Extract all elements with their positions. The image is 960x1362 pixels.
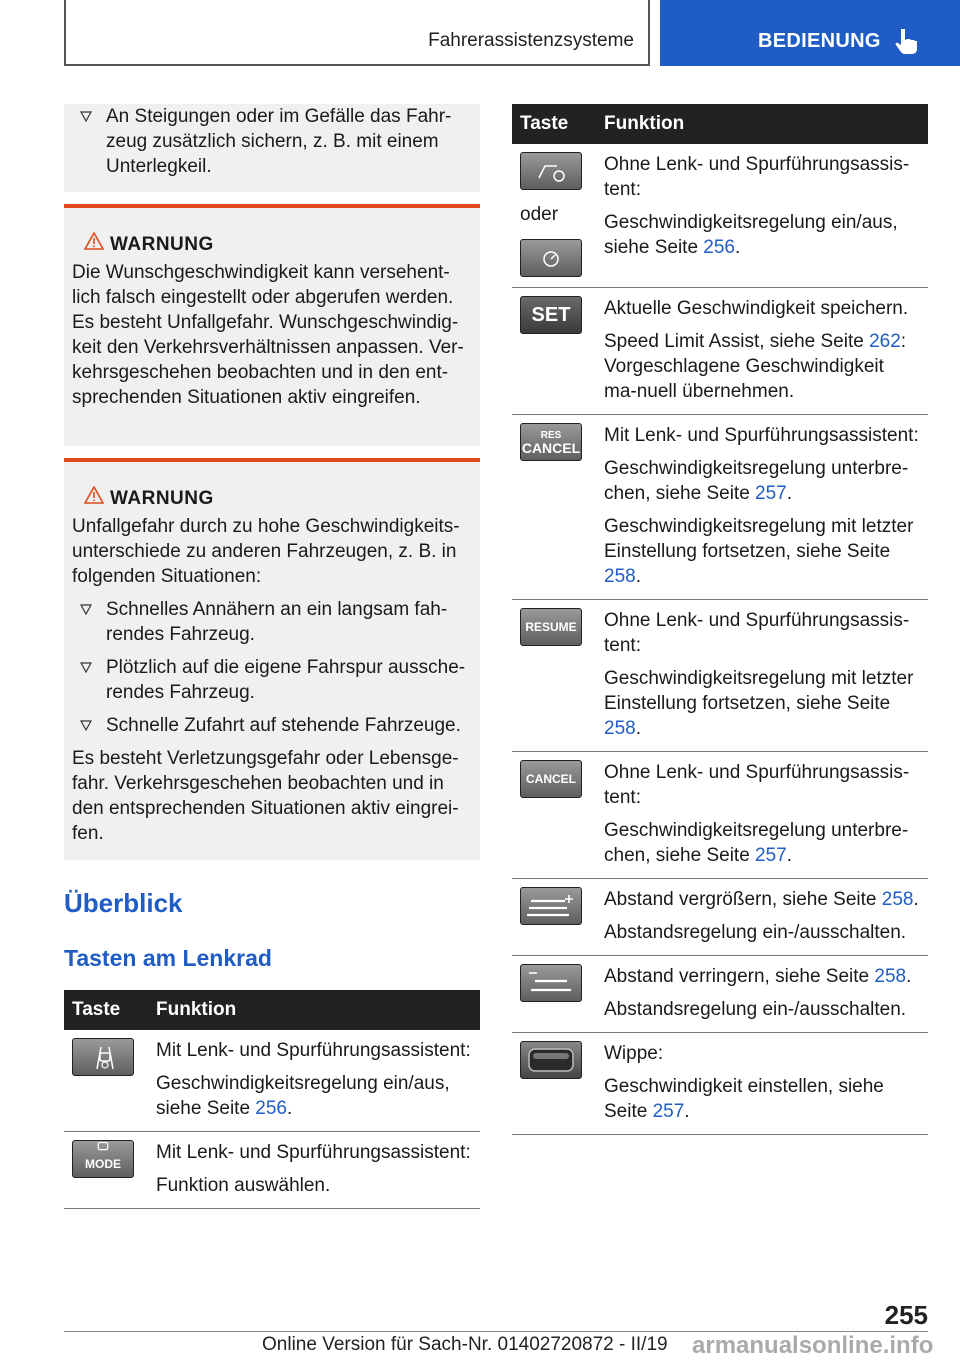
page-link[interactable]: 257: [652, 1101, 685, 1122]
function-text: [604, 210, 920, 260]
hand-pointer-icon: [892, 26, 922, 56]
section-heading: Überblick: [64, 888, 183, 918]
function-text-end: .: [735, 237, 741, 258]
chapter-label: BEDIENUNG: [758, 30, 881, 52]
column-header-function: Funktion: [596, 104, 928, 144]
table-row: [512, 1033, 928, 1135]
function-text-part: Geschwindigkeitsregelung mit letzter Einstellung fortsetzen, siehe Seite: [604, 668, 914, 714]
function-text-end: .: [287, 1098, 293, 1119]
steering-buttons-table-continued: [512, 104, 928, 1135]
warning-title: WARNUNG: [110, 234, 214, 255]
function-text-end: .: [684, 1101, 690, 1122]
function-text-part: Geschwindigkeitsregelung mit letzter Einstellung fortsetzen, siehe Seite: [604, 516, 914, 562]
warning-box-1: [64, 204, 480, 446]
mode-button-icon: [72, 1140, 134, 1178]
column-header-function: Funktion: [148, 990, 480, 1030]
resume-button-icon: RESUME: [520, 608, 582, 646]
function-text: Wippe:: [604, 1043, 664, 1064]
function-text: [604, 818, 920, 868]
function-text-part: Geschwindigkeitsregelung unterbre-chen, siehe Seite: [604, 458, 909, 504]
bullet-triangle-icon: [80, 111, 92, 122]
res-label: RES: [540, 430, 562, 441]
page-link[interactable]: 256: [703, 237, 735, 258]
bullet-text: An Steigungen oder im Gefälle das Fahr-zeug zusätzlich sichern, z. B. mit einem Unterlegkeil.: [106, 106, 452, 177]
page-link[interactable]: 257: [755, 845, 787, 866]
securing-hint-box: [64, 104, 480, 192]
page-number: 255: [884, 1300, 928, 1330]
function-text-end: .: [913, 889, 919, 910]
rocker-switch-icon: [520, 1041, 582, 1079]
bullet-triangle-icon: [80, 604, 92, 615]
bullet-text: Plötzlich auf die eigene Fahrspur ausschе-rendes Fahrzeug.: [106, 657, 466, 703]
function-text-end: .: [786, 845, 793, 866]
table-row: [512, 879, 928, 956]
function-text-end: .: [635, 718, 641, 739]
table-row: [512, 752, 928, 879]
column-header-key: Taste: [512, 104, 596, 144]
header-section-box: [64, 0, 650, 66]
function-text: [156, 1071, 472, 1121]
function-text: Abstandsregelung ein-/ausschalten.: [604, 922, 907, 943]
bullet-text: Schnelle Zufahrt auf stehende Fahrzeuge.: [106, 715, 461, 736]
section-title: Fahrerassistenzsysteme: [428, 30, 634, 51]
left-column: [64, 104, 480, 1209]
list-item: [72, 655, 472, 705]
warning-header: [72, 484, 472, 514]
cancel-label: CANCEL: [521, 440, 581, 456]
function-text: Mit Lenk- und Spurführungsassistent:: [156, 1040, 471, 1061]
mode-button-label: MODE: [85, 1157, 121, 1171]
function-text: Abstandsregelung ein-/ausschalten.: [604, 999, 907, 1020]
or-label: oder: [520, 204, 559, 225]
function-text: Ohne Lenk- und Spurführungsassis-tent:: [604, 154, 910, 200]
set-button-icon: SET: [520, 296, 582, 334]
warning-text: Die Wunschgeschwindigkeit kann versehent-lich falsch eingestellt oder abgerufen werden. Es besteht Unfallgefahr. Wunschgeschwindig-keit den Verkehrsverhältnissen anpassen. Ver-kehrsgeschehen beobachten und in den ent-sprechenden Situationen aktiv eingreifen.: [72, 262, 464, 408]
cancel-button-icon: CANCEL: [520, 760, 582, 798]
page-link[interactable]: 258: [881, 889, 914, 910]
warning-title: WARNUNG: [110, 488, 214, 509]
cruise-control-alt-button-icon: [520, 239, 582, 277]
page-link[interactable]: 262: [869, 331, 901, 352]
function-text-end: .: [906, 966, 912, 987]
function-text: Ohne Lenk- und Spurführungsassis-tent:: [604, 610, 910, 656]
function-text: [604, 887, 920, 912]
function-text: [604, 514, 920, 589]
function-text-end: .: [635, 566, 641, 587]
function-text-part: Geschwindigkeit einstellen, siehe Seite: [604, 1076, 884, 1122]
bullet-triangle-icon: [80, 720, 92, 731]
function-text: [604, 964, 920, 989]
function-text-part: Geschwindigkeitsregelung ein/aus, siehe Seite: [604, 212, 898, 258]
page-link[interactable]: 256: [255, 1098, 287, 1119]
online-version-text: Online Version für Sach-Nr. 01402720872 - II/19: [262, 1334, 668, 1355]
column-header-key: Taste: [64, 990, 148, 1030]
function-text-end: :: [900, 331, 907, 352]
function-text: [604, 329, 920, 404]
table-row: [64, 1030, 480, 1132]
subsection-heading: Tasten am Lenkrad: [64, 945, 272, 971]
warning-box-2: [64, 458, 480, 860]
warning-outro: Es besteht Verletzungsgefahr oder Lebensge-fahr. Verkehrsgeschehen beobachten und in den entsprechenden Situationen aktiv eingrei-fen.: [72, 748, 459, 844]
table-row: [512, 144, 928, 288]
table-row: [512, 956, 928, 1033]
function-text: [604, 666, 920, 741]
res-cancel-button-icon: [520, 423, 582, 461]
page-link[interactable]: 258: [604, 566, 636, 587]
table-row: [64, 1132, 480, 1209]
warning-header: [72, 230, 472, 260]
function-text: Ohne Lenk- und Spurführungsassis-tent:: [604, 762, 910, 808]
function-text: [604, 1074, 920, 1124]
function-text-part: Speed Limit Assist, siehe Seite: [604, 331, 870, 352]
function-text: Mit Lenk- und Spurführungsassistent:: [604, 425, 919, 446]
function-text-part: Geschwindigkeitsregelung unterbre-chen, siehe Seite: [604, 820, 909, 866]
bullet-triangle-icon: [80, 662, 92, 673]
function-text-end: .: [786, 483, 793, 504]
function-text-part: Vorgeschlagene Geschwindigkeit ma-nuell übernehmen.: [604, 356, 884, 402]
warning-triangle-icon: [84, 486, 104, 504]
function-text: Mit Lenk- und Spurführungsassistent:: [156, 1142, 471, 1163]
list-item: [64, 104, 480, 179]
list-item: [72, 713, 472, 738]
page-link[interactable]: 258: [604, 718, 636, 739]
table-row: [512, 288, 928, 415]
lane-assist-button-icon: [72, 1038, 134, 1076]
warning-triangle-icon: [84, 232, 104, 250]
table-row: [512, 415, 928, 600]
page-link[interactable]: 258: [874, 966, 907, 987]
function-text: Funktion auswählen.: [156, 1175, 331, 1196]
cruise-control-button-icon: [520, 152, 582, 190]
bullet-text: Schnelles Annähern an ein langsam fah-rendes Fahrzeug.: [106, 599, 448, 645]
function-text-part: Abstand verringern, siehe Seite: [604, 966, 875, 987]
page-link[interactable]: 257: [755, 483, 787, 504]
table-row: [512, 600, 928, 752]
function-text: [604, 456, 920, 506]
distance-increase-button-icon: [520, 887, 582, 925]
right-column: [512, 104, 928, 1135]
watermark: armanualsonline.info: [692, 1332, 934, 1359]
list-item: [72, 597, 472, 647]
steering-buttons-table: [64, 990, 480, 1209]
warning-intro: Unfallgefahr durch zu hohe Geschwindigkeits-unterschiede zu anderen Fahrzeugen, z. B. in folgenden Situationen:: [72, 516, 460, 587]
header-chapter-tab[interactable]: [660, 0, 960, 66]
function-text: Aktuelle Geschwindigkeit speichern.: [604, 298, 909, 319]
function-text-part: Geschwindigkeitsregelung ein/aus, siehe Seite: [156, 1073, 450, 1119]
distance-decrease-button-icon: [520, 964, 582, 1002]
function-text-part: Abstand vergrößern, siehe Seite: [604, 889, 882, 910]
